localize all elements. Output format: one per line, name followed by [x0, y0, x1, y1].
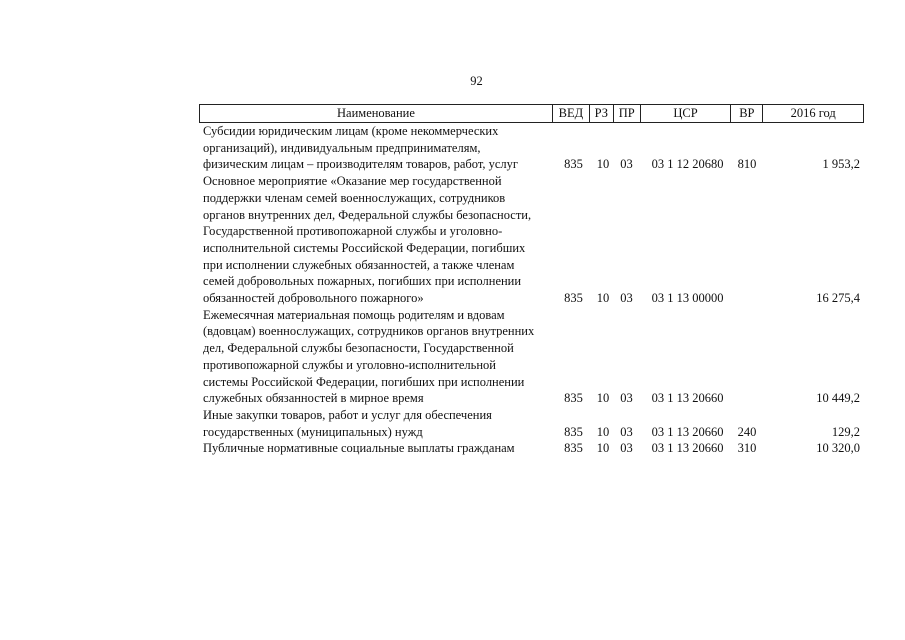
cell-name-line: Субсидии юридическим лицам (кроме некоммерческих — [203, 124, 499, 138]
cell-csr: 03 1 12 20680 — [651, 157, 724, 172]
cell-name-line: обязанностей добровольного пожарного» — [203, 291, 424, 306]
cell-vr: 310 — [737, 441, 757, 456]
cell-rz: 10 — [596, 424, 610, 439]
table-header — [199, 104, 864, 123]
table-row — [199, 440, 864, 457]
cell-name-line: (вдовцам) военнослужащих, сотрудников органов внутренних — [203, 324, 535, 339]
cell-name-line: служебных обязанностей в мирное время — [203, 391, 424, 406]
cell-pr: 03 — [620, 391, 633, 406]
table-row — [199, 173, 864, 307]
header-rz: РЗ — [589, 105, 613, 122]
cell-name-line: дел, Федеральной службы безопасности, Государственной — [203, 341, 514, 356]
cell-pr: 03 — [620, 291, 633, 306]
cell-ved: 835 — [564, 441, 583, 456]
cell-csr: 03 1 13 20660 — [651, 424, 724, 439]
cell-csr: 03 1 13 20660 — [651, 391, 724, 406]
cell-ved: 835 — [564, 157, 583, 172]
cell-year: 10 320,0 — [816, 441, 860, 456]
cell-name — [199, 440, 552, 457]
cell-name-line: поддержки членам семей военнослужащих, сотрудников — [203, 190, 506, 205]
cell-year: 16 275,4 — [816, 291, 860, 306]
cell-name-line: государственных (муниципальных) нужд — [203, 424, 423, 439]
cell-pr: 03 — [620, 424, 633, 439]
header-ved: ВЕД — [552, 105, 589, 122]
cell-pr: 03 — [620, 157, 633, 172]
cell-name — [199, 307, 552, 407]
cell-name-line: Публичные нормативные социальные выплаты гражданам — [203, 441, 515, 456]
cell-rz: 10 — [596, 391, 610, 406]
cell-name-line: Иные закупки товаров, работ и услуг для обеспечения — [203, 407, 492, 422]
cell-name-line: при исполнении служебных обязанностей, а также членам — [203, 257, 515, 272]
cell-name-line: Основное мероприятие «Оказание мер государственной — [203, 174, 502, 189]
cell-rz: 10 — [596, 291, 610, 306]
cell-vr: 240 — [737, 424, 757, 439]
table-row — [199, 407, 864, 440]
cell-name-line: органов внутренних дел, Федеральной службы безопасности, — [203, 207, 532, 222]
cell-name-line: организаций), индивидуальным предпринимателям, — [203, 140, 481, 155]
cell-rz: 10 — [596, 441, 610, 456]
cell-name-line: Государственной противопожарной службы и уголовно- — [203, 224, 503, 239]
table-row — [199, 307, 864, 407]
cell-name-line: противопожарной службы и уголовно-исполнительной — [203, 357, 496, 372]
cell-csr: 03 1 13 00000 — [651, 291, 724, 306]
cell-year: 10 449,2 — [816, 391, 860, 406]
cell-pr: 03 — [620, 441, 633, 456]
cell-name — [199, 123, 552, 173]
cell-name-line: физическим лицам – производителям товаров, работ, услуг — [203, 157, 519, 172]
budget-table — [199, 104, 864, 457]
header-csr: ЦСР — [640, 105, 731, 122]
cell-year: 129,2 — [831, 424, 860, 439]
cell-vr: 810 — [737, 157, 757, 172]
header-pr: ПР — [613, 105, 640, 122]
page-number: 92 — [470, 74, 483, 88]
header-name: Наименование — [337, 106, 415, 120]
cell-year: 1 953,2 — [822, 157, 860, 172]
cell-name-line: семей добровольных пожарных, погибших при исполнении — [203, 274, 522, 289]
cell-ved: 835 — [564, 291, 583, 306]
cell-name — [199, 407, 552, 440]
cell-name-line: исполнительной системы Российской Федерации, погибших — [203, 240, 526, 255]
cell-csr: 03 1 13 20660 — [651, 441, 724, 456]
header-vr: ВР — [730, 105, 762, 122]
cell-ved: 835 — [564, 391, 583, 406]
cell-name-line: системы Российской Федерации, погибших при исполнении — [203, 374, 525, 389]
table-body — [199, 123, 864, 457]
cell-rz: 10 — [596, 157, 610, 172]
cell-name — [199, 173, 552, 307]
header-year: 2016 год — [762, 105, 863, 122]
cell-name-line: Ежемесячная материальная помощь родителям и вдовам — [203, 307, 505, 322]
table-row — [199, 123, 864, 173]
cell-ved: 835 — [564, 424, 583, 439]
